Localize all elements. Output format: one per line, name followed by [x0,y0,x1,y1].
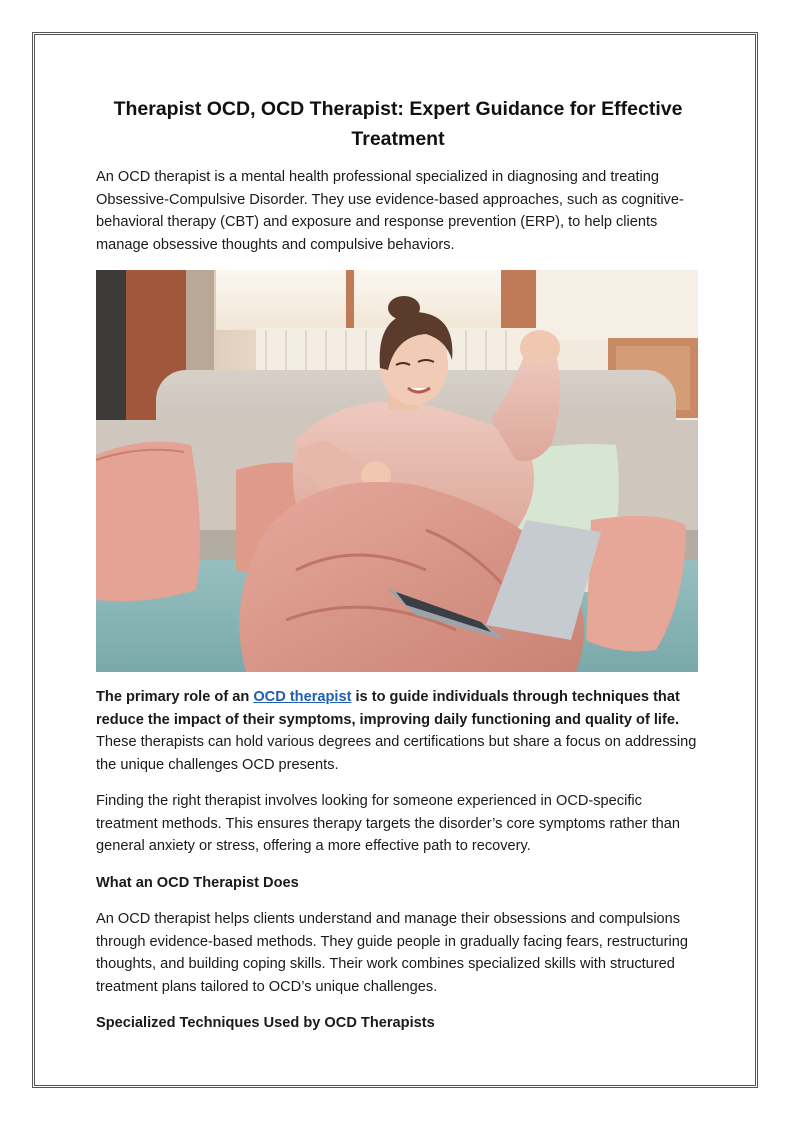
role-paragraph [96,686,700,776]
role-regular-text: These therapists can hold various degrees and certifications but share a focus on addressing the unique challenges OCD presents. [96,734,697,773]
intro-paragraph: An OCD therapist is a mental health professional specialized in diagnosing and treating Obsessive-Compulsive Disorder. They use evidence-based approaches, such as cognitive-behavioral therapy (CBT) and exposure and response prevention (ERP), to help clients manage obsessive thoughts and compulsive behaviors. [96,169,684,253]
article-body [96,94,700,1049]
what-therapist-does-paragraph: An OCD therapist helps clients understand and manage their obsessions and compulsions through evidence-based methods. They guide people in gradually facing fears, restructuring thoughts, and building coping skills. Their work combines specialized skills with structured treatment plans tailored to OCD’s unique challenges. [96,911,688,995]
page-title: Therapist OCD, OCD Therapist: Expert Guidance for Effective Treatment [113,98,683,150]
woman-on-sofa-photo [96,270,698,672]
role-bold-rest: is to guide individuals through techniques that reduce the impact of their symptoms, improving daily functioning and quality of life. [96,689,680,728]
role-bold-intro: The primary role of an [96,689,254,705]
ocd-therapist-link[interactable]: OCD therapist [253,689,352,705]
finding-paragraph: Finding the right therapist involves looking for someone experienced in OCD-specific treatment methods. This ensures therapy targets the disorder’s core symptoms rather than general anxiety or stress, offering a more effective path to recovery. [96,793,681,854]
section-heading-specialized-techniques: Specialized Techniques Used by OCD Therapists [96,1015,435,1031]
section-heading-what-therapist-does: What an OCD Therapist Does [96,874,299,891]
